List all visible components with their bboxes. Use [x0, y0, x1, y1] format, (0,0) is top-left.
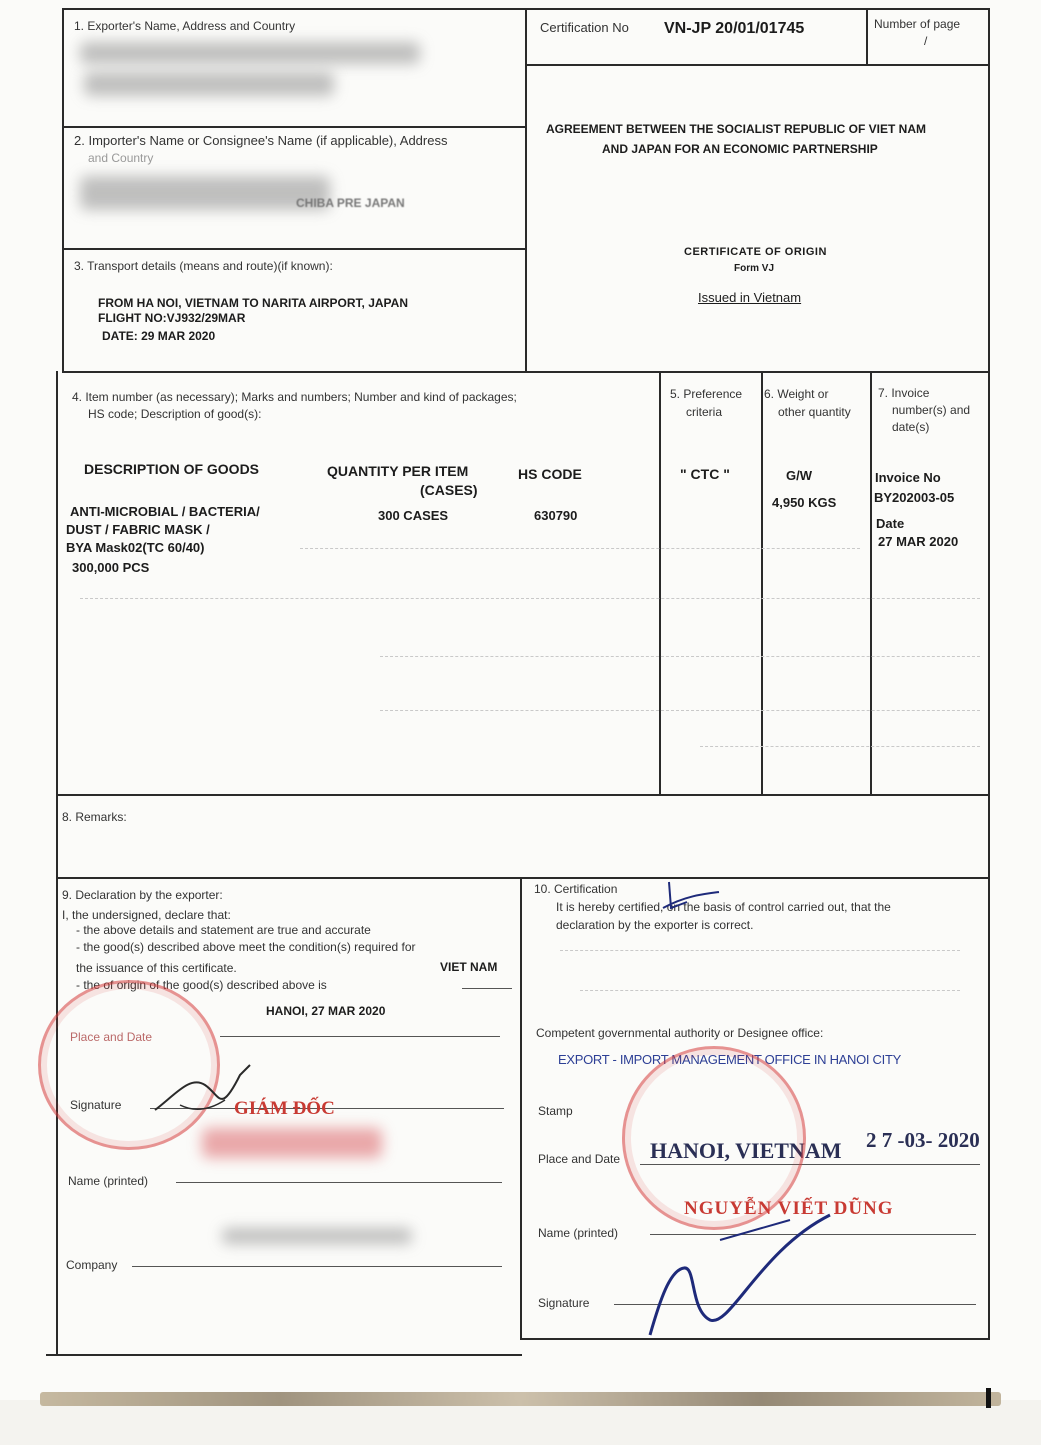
- certificate-form: Form VJ: [734, 263, 775, 274]
- declaration-country: VIET NAM: [440, 960, 498, 974]
- box9-label: 9. Declaration by the exporter:: [62, 888, 223, 902]
- exporter-address-redacted: [84, 72, 334, 96]
- invoice-date: 27 MAR 2020: [878, 534, 959, 549]
- divider-box5-box6: [761, 373, 763, 795]
- declaration-line1: I, the undersigned, declare that:: [62, 908, 231, 922]
- line-box2-box3: [64, 248, 526, 250]
- col-quantity: QUANTITY PER ITEM: [327, 463, 469, 479]
- line-under-cert-no: [527, 64, 989, 66]
- pages-label: Number of page: [874, 17, 961, 31]
- ghost-line: [580, 990, 960, 992]
- cert-place-date-label: Place and Date: [538, 1152, 621, 1166]
- box4-label: 4. Item number (as necessary); Marks and numbers; Number and kind of packages;: [72, 390, 517, 404]
- invoice-no-label: Invoice No: [875, 470, 941, 485]
- box7-label-cont: number(s) and: [892, 403, 971, 417]
- cert-place: HANOI, VIETNAM: [650, 1138, 842, 1163]
- director-name-redacted: [202, 1128, 382, 1158]
- certificate-title: CERTIFICATE OF ORIGIN: [684, 246, 827, 258]
- box8-label: 8. Remarks:: [62, 810, 127, 824]
- declaration-line3: - the good(s) described above meet the condition(s) required for: [76, 940, 416, 954]
- declaration-line5: - the of origin of the good(s) described above is: [76, 978, 327, 992]
- box2-label-cont: and Country: [88, 151, 154, 165]
- box5-label-cont: criteria: [686, 405, 723, 419]
- agreement-line2: AND JAPAN FOR AN ECONOMIC PARTNERSHIP: [602, 142, 878, 156]
- exporter-name-label: Name (printed): [68, 1174, 149, 1188]
- background-surface-strip: [40, 1392, 1001, 1406]
- authority-label: Competent governmental authority or Designee office:: [536, 1026, 824, 1040]
- box4-label-cont: HS code; Description of good(s):: [88, 407, 262, 421]
- certifier-name: NGUYỄN VIẾT DŨNG: [684, 1198, 894, 1219]
- box1-label: 1. Exporter's Name, Address and Country: [74, 19, 296, 33]
- cert-date: 2 7 -03- 2020: [866, 1128, 980, 1152]
- goods-desc-line1: ANTI-MICROBIAL / BACTERIA/: [70, 504, 260, 519]
- border-right: [988, 8, 990, 1340]
- line-box8-box9: [56, 877, 990, 879]
- company-redacted: [222, 1228, 412, 1244]
- declaration-line5-rule: [462, 988, 512, 989]
- transport-date: DATE: 29 MAR 2020: [102, 329, 216, 343]
- box5-label: 5. Preference: [670, 387, 743, 401]
- exporter-place-date: HANOI, 27 MAR 2020: [266, 1004, 386, 1018]
- box6-label-cont: other quantity: [778, 405, 851, 419]
- weight-value: 4,950 KGS: [772, 495, 837, 510]
- exporter-signature-label: Signature: [70, 1098, 122, 1112]
- box10-label: 10. Certification: [534, 882, 618, 896]
- exporter-place-date-label: Place and Date: [70, 1030, 153, 1044]
- divider-center-top: [525, 8, 527, 373]
- divider-pages: [866, 8, 868, 64]
- director-title-stamp: GIÁM ĐỐC: [234, 1098, 335, 1119]
- edge-mark: [986, 1388, 991, 1408]
- goods-desc-line2: DUST / FABRIC MASK /: [66, 522, 210, 537]
- ghost-line: [700, 746, 980, 748]
- box7-label-cont2: date(s): [892, 420, 930, 434]
- place-date-rule: [220, 1036, 500, 1037]
- line-bottom-left: [46, 1354, 522, 1356]
- certification-line2: declaration by the exporter is correct.: [556, 918, 754, 932]
- stamp-label: Stamp: [538, 1104, 573, 1118]
- invoice-no: BY202003-05: [874, 490, 955, 505]
- cert-no-label: Certification No: [540, 20, 629, 35]
- name-rule: [176, 1182, 502, 1183]
- col-quantity-unit: (CASES): [420, 482, 478, 498]
- box2-label: 2. Importer's Name or Consignee's Name (if applicable), Address: [74, 133, 448, 148]
- company-rule: [132, 1266, 502, 1267]
- pages-value: /: [924, 34, 928, 48]
- transport-flight: FLIGHT NO:VJ932/29MAR: [98, 311, 246, 325]
- goods-desc-line4: 300,000 PCS: [72, 560, 150, 575]
- box7-label: 7. Invoice: [878, 386, 930, 400]
- ghost-line: [560, 950, 960, 952]
- declaration-line2: - the above details and statement are true and accurate: [76, 923, 371, 937]
- cert-signature-label: Signature: [538, 1296, 590, 1310]
- preference-criteria: " CTC ": [680, 466, 730, 482]
- certificate-issued: Issued in Vietnam: [698, 290, 802, 305]
- declaration-line4: the issuance of this certificate.: [76, 961, 237, 975]
- goods-desc-line3: BYA Mask02(TC 60/40): [66, 540, 205, 555]
- line-box4-box8: [56, 794, 990, 796]
- ghost-line: [300, 548, 860, 550]
- weight-gw: G/W: [786, 468, 812, 483]
- invoice-date-label: Date: [876, 516, 905, 531]
- certifier-signature-mark: [640, 1210, 860, 1340]
- exporter-company-label: Company: [66, 1258, 118, 1272]
- divider-box6-box7: [870, 373, 872, 795]
- cert-no-value: VN-JP 20/01/01745: [664, 20, 805, 37]
- border-left-bottom: [56, 371, 58, 1356]
- agreement-line1: AGREEMENT BETWEEN THE SOCIALIST REPUBLIC OF VIET NAM: [546, 122, 927, 136]
- certification-line1: It is hereby certified, on the basis of control carried out, that the: [556, 900, 891, 914]
- goods-quantity: 300 CASES: [378, 508, 449, 523]
- divider-box9-box10: [520, 877, 522, 1340]
- border-left-top: [62, 8, 64, 373]
- exporter-redacted: [80, 42, 420, 64]
- ghost-line: [380, 710, 980, 712]
- transport-route: FROM HA NOI, VIETNAM TO NARITA AIRPORT, JAPAN: [98, 296, 409, 310]
- line-box1-box2: [64, 126, 526, 128]
- divider-box4-box5: [659, 373, 661, 795]
- box6-label: 6. Weight or: [764, 387, 829, 401]
- importer-fragment: CHIBA PRE JAPAN: [296, 196, 405, 210]
- importer-redacted: [80, 176, 330, 210]
- ghost-line: [80, 598, 980, 600]
- line-box3-box4: [62, 371, 990, 373]
- authority-name: EXPORT - IMPORT MANAGEMENT OFFICE IN HANOI CITY: [558, 1052, 901, 1067]
- office-official-seal: [622, 1046, 806, 1230]
- col-description: DESCRIPTION OF GOODS: [84, 461, 260, 477]
- ghost-line: [380, 656, 980, 658]
- exporter-signature-mark: [150, 1055, 260, 1125]
- goods-hs-code: 630790: [534, 508, 578, 523]
- cert-name-label: Name (printed): [538, 1226, 619, 1240]
- certifier-initial-mark: [655, 878, 725, 918]
- col-hs-code: HS CODE: [518, 466, 582, 482]
- box3-label: 3. Transport details (means and route)(if known):: [74, 259, 333, 273]
